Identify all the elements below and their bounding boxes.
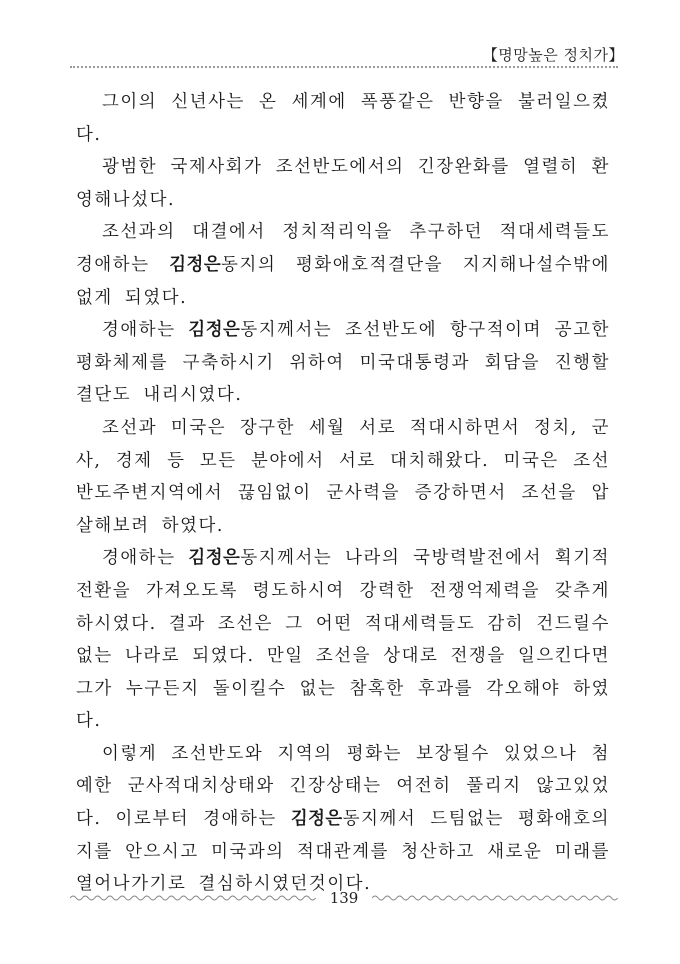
paragraph: [76, 412, 610, 542]
text-segment: 동지께서 드팀없는 평화애호의지를 안으시고 미국과의 적대관계를 청산하고 새로운 미래를 열어나가기로 결심하시였던것이다.: [76, 809, 610, 895]
text-segment: 동지께서는 나라의 국방력발전에서 획기적전환을 가져오도록 령도하시여 강력한 전쟁억제력을 갖추게 하시였다. 결과 조선은 그 어떤 적대세력들도 감히 건드릴수 없는 나라로 되였다. 만일 조선을 상대로 전쟁을 일으킨다면 그가 누구든지 돌이킬수 없는 참혹한 후과를 각오해야 하였다.: [76, 548, 610, 732]
paragraph: [76, 314, 610, 412]
running-header: 【명망높은 정치가】: [482, 46, 624, 64]
text-segment: 그이의 신년사는 온 세계에 폭풍같은 반향을 불러일으켰다.: [76, 92, 610, 145]
text-segment: 동지의 평화애호적결단을 지지해나설수밖에 없게 되였다.: [76, 254, 610, 308]
leader-name: 김정은: [188, 320, 241, 341]
paragraph: [76, 86, 610, 151]
paragraph: [76, 216, 610, 314]
page-footer: [70, 886, 618, 910]
text-segment: 조선과의 대결에서 정치적리익을 추구하던 적대세력들도 경애하는: [76, 222, 610, 275]
footer-ornament-left: [70, 894, 316, 902]
text-segment: 이렇게 조선반도와 지역의 평화는 보장될수 있었으나 첨예한 군사적대치상태와 긴장상태는 여전히 풀리지 않고있었다. 이로부터 경애하는: [76, 743, 610, 830]
text-segment: 경애하는: [102, 320, 189, 341]
footer-ornament-right: [372, 894, 618, 902]
leader-name: 김정은: [290, 809, 343, 830]
text-segment: 동지께서는 조선반도에 항구적이며 공고한 평화체제를 구축하시기 위하여 미국대통령과 회담을 진행할 결단도 내리시였다.: [76, 320, 610, 406]
paragraph: [76, 151, 610, 216]
page-number: 139: [329, 889, 359, 907]
text-segment: 경애하는: [102, 548, 189, 569]
leader-name: 김정은: [188, 548, 241, 569]
paragraph: [76, 738, 610, 901]
header-divider: [70, 66, 618, 68]
body-text: [76, 86, 610, 901]
paragraph: [76, 542, 610, 738]
text-segment: 조선과 미국은 장구한 세월 서로 적대시하면서 정치, 군사, 경제 등 모든 분야에서 서로 대치해왔다. 미국은 조선반도주변지역에서 끊임없이 군사력을 증강하면서 조선을 압살해보려 하였다.: [76, 417, 610, 536]
text-segment: 광범한 국제사회가 조선반도에서의 긴장완화를 열렬히 환영해나섰다.: [76, 157, 610, 210]
leader-name: 김정은: [169, 254, 222, 275]
